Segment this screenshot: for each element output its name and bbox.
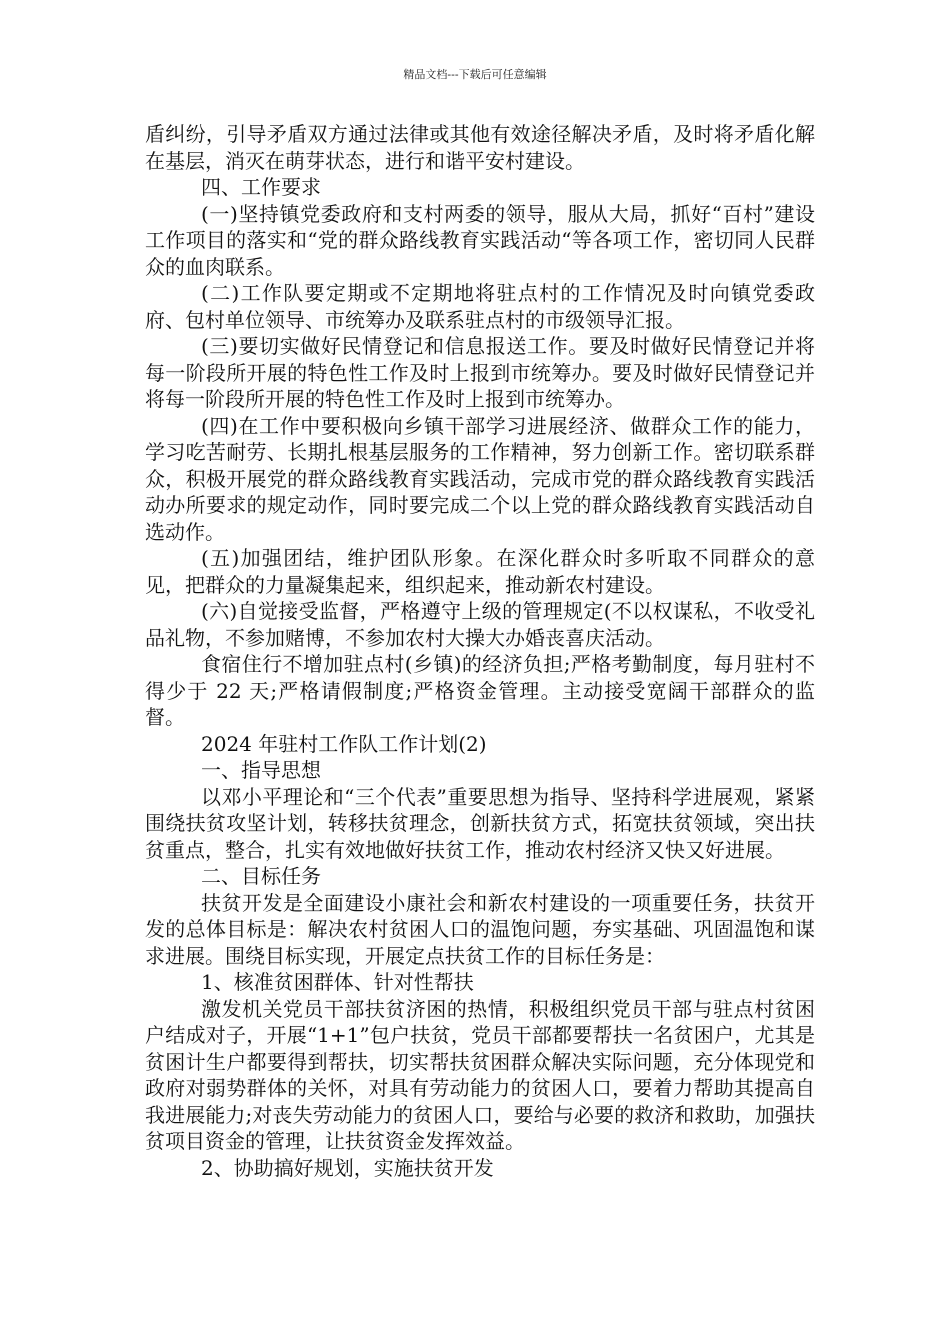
paragraph: 以邓小平理论和“三个代表”重要思想为指导、坚持科学进展观，紧紧围绕扶贫攻坚计划，转移扶贫理念，创新扶贫方式，拓宽扶贫领域，突出扶贫重点，整合，扎实有效地做好扶贫工作，推动农村经济又快又好进展。	[145, 784, 815, 862]
paragraph: (四)在工作中要积极向乡镇干部学习进展经济、做群众工作的能力，学习吃苦耐劳、长期扎根基层服务的工作精神，努力创新工作。密切联系群众，积极开展党的群众路线教育实践活动，完成市党的群众路线教育实践活动办所要求的规定动作，同时要完成二个以上党的群众路线教育实践活动自选动作。	[145, 413, 815, 544]
section-heading: 四、工作要求	[201, 175, 321, 199]
subsection-heading: 1、核准贫困群体、针对性帮扶	[201, 970, 474, 994]
section-heading: 一、指导思想	[201, 758, 321, 782]
paragraph: (三)要切实做好民情登记和信息报送工作。要及时做好民情登记并将每一阶段所开展的特色性工作及时上报到市统筹办。要及时做好民情登记并将每一阶段所开展的特色性工作及时上报到市统筹办。	[145, 334, 815, 411]
paragraph: (六)自觉接受监督，严格遵守上级的管理规定(不以权谋私，不收受礼品礼物，不参加赌博，不参加农村大操大办婚丧喜庆活动。	[145, 599, 815, 650]
paragraph: 盾纠纷，引导矛盾双方通过法律或其他有效途径解决矛盾，及时将矛盾化解在基层，消灭在萌芽状态，进行和谐平安村建设。	[145, 122, 815, 173]
document-body	[145, 121, 815, 1181]
section-heading: 二、目标任务	[201, 864, 321, 888]
paragraph: (二)工作队要定期或不定期地将驻点村的工作情况及时向镇党委政府、包村单位领导、市统筹办及联系驻点村的市级领导汇报。	[145, 281, 815, 332]
paragraph: 扶贫开发是全面建设小康社会和新农村建设的一项重要任务，扶贫开发的总体目标是：解决农村贫困人口的温饱问题，夯实基础、巩固温饱和谋求进展。围绕目标实现，开展定点扶贫工作的目标任务是：	[145, 890, 815, 968]
page-header: 精品文档---下载后可任意编辑	[403, 68, 547, 81]
paragraph: (一)坚持镇党委政府和支村两委的领导，服从大局，抓好“百村”建设工作项目的落实和“党的群众路线教育实践活动“等各项工作，密切同人民群众的血肉联系。	[145, 201, 815, 279]
paragraph: 激发机关党员干部扶贫济困的热情，积极组织党员干部与驻点村贫困户结成对子，开展“1+1”包户扶贫，党员干部都要帮扶一名贫困户，尤其是贫困计生户都要得到帮扶，切实帮扶贫困群众解决实际问题，充分体现党和政府对弱势群体的关怀，对具有劳动能力的贫困人口，要着力帮助其提高自我进展能力;对丧失劳动能力的贫困人口，要给与必要的救济和救助，加强扶贫项目资金的管理，让扶贫资金发挥效益。	[145, 996, 815, 1153]
paragraph: 食宿住行不增加驻点村(乡镇)的经济负担;严格考勤制度，每月驻村不得少于 22 天;严格请假制度;严格资金管理。主动接受宽阔干部群众的监督。	[145, 652, 815, 729]
document-subtitle: 2024 年驻村工作队工作计划(2)	[201, 731, 487, 756]
subsection-heading: 2、协助搞好规划，实施扶贫开发	[201, 1155, 494, 1180]
paragraph: (五)加强团结，维护团队形象。在深化群众时多听取不同群众的意见，把群众的力量凝集起来，组织起来，推动新农村建设。	[145, 546, 815, 597]
